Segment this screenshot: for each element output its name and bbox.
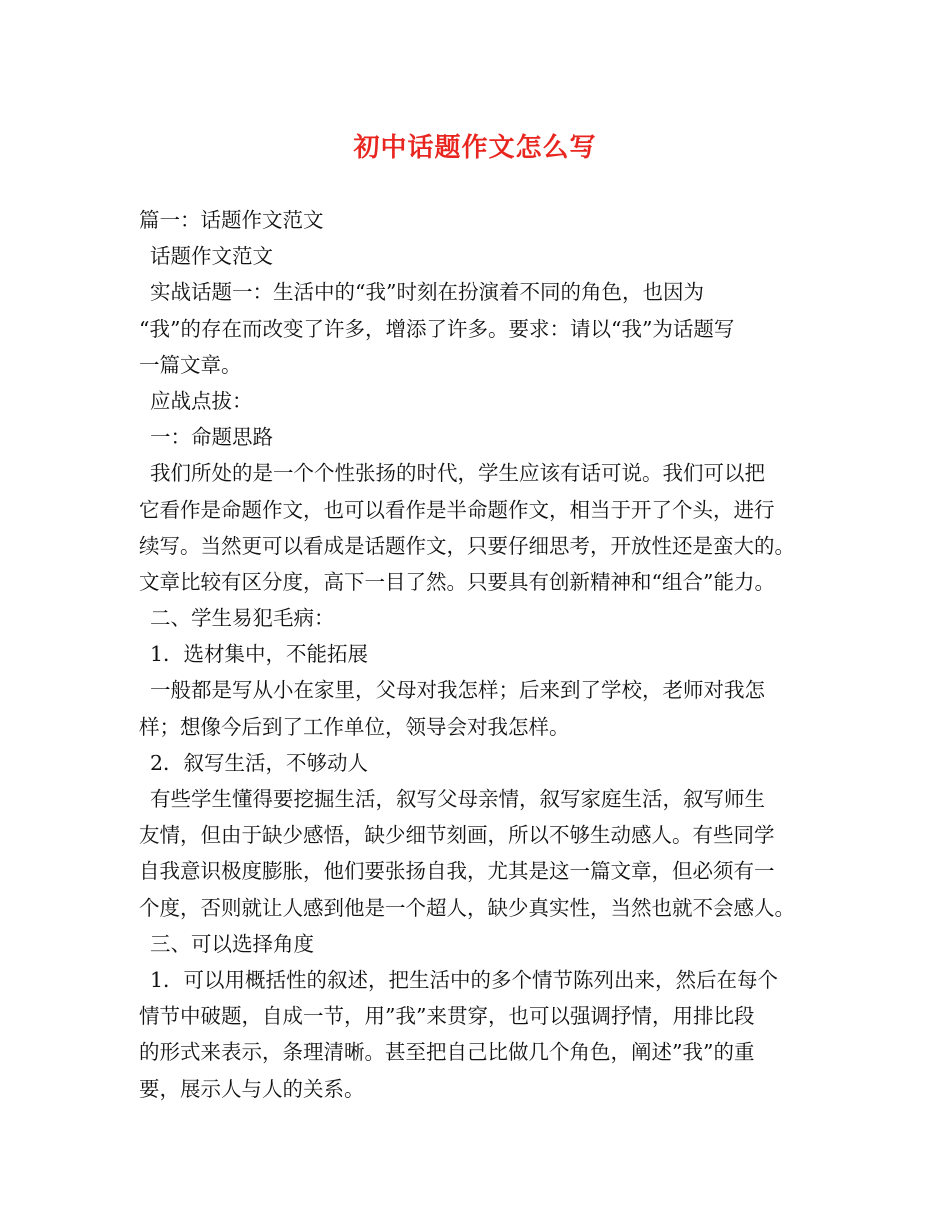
body-line: 情节中破题，自成一节，用”我”来贯穿，也可以强调抒情，用排比段 <box>139 1004 755 1029</box>
body-line: 话题作文范文 <box>150 244 273 269</box>
body-line: 自我意识极度膨胀，他们要张扬自我，尤其是这一篇文章，但必须有一 <box>139 859 775 884</box>
document-title: 初中话题作文怎么写 <box>353 133 597 163</box>
body-line: 1．选材集中，不能拓展 <box>150 642 369 667</box>
body-line: 文章比较有区分度，高下一目了然。只要具有创新精神和“组合”能力。 <box>139 569 775 594</box>
body-line: 个度，否则就让人感到他是一个超人，缺少真实性，当然也就不会感人。 <box>139 895 795 920</box>
body-line: 一般都是写从小在家里，父母对我怎样；后来到了学校，老师对我怎 <box>150 678 765 703</box>
body-line: 友情，但由于缺少感悟，缺少细节刻画，所以不够生动感人。有些同学 <box>139 823 775 848</box>
body-line: 样；想像今后到了工作单位，领导会对我怎样。 <box>139 714 570 739</box>
body-line: 有些学生懂得要挖掘生活，叙写父母亲情，叙写家庭生活，叙写师生 <box>150 787 765 811</box>
body-line: 一：命题思路 <box>150 425 273 450</box>
body-line: 一篇文章。 <box>139 352 242 377</box>
body-line: 2．叙写生活，不够动人 <box>150 750 369 775</box>
document-body <box>139 202 829 1107</box>
body-line: “我”的存在而改变了许多，增添了许多。要求：请以“我”为话题写 <box>139 316 735 341</box>
body-line: 它看作是命题作文，也可以看作是半命题作文，相当于开了个头，进行 <box>139 497 775 522</box>
body-line: 我们所处的是一个个性张扬的时代，学生应该有话可说。我们可以把 <box>150 461 765 486</box>
body-line: 1．可以用概括性的叙述，把生活中的多个情节陈列出来，然后在每个 <box>150 967 779 992</box>
body-line: 三、可以选择角度 <box>150 931 314 956</box>
body-line: 应战点拔： <box>150 388 253 413</box>
body-line: 实战话题一：生活中的“我”时刻在扮演着不同的角色，也因为 <box>150 280 704 305</box>
body-line: 续写。当然更可以看成是话题作文，只要仔细思考，开放性还是蛮大的。 <box>139 533 795 558</box>
body-line: 二、学生易犯毛病： <box>150 606 335 631</box>
body-line: 篇一：话题作文范文 <box>139 208 324 232</box>
body-line: 要，展示人与人的关系。 <box>139 1076 365 1101</box>
body-line: 的形式来表示，条理清晰。甚至把自己比做几个角色，阐述”我”的重 <box>139 1040 755 1065</box>
